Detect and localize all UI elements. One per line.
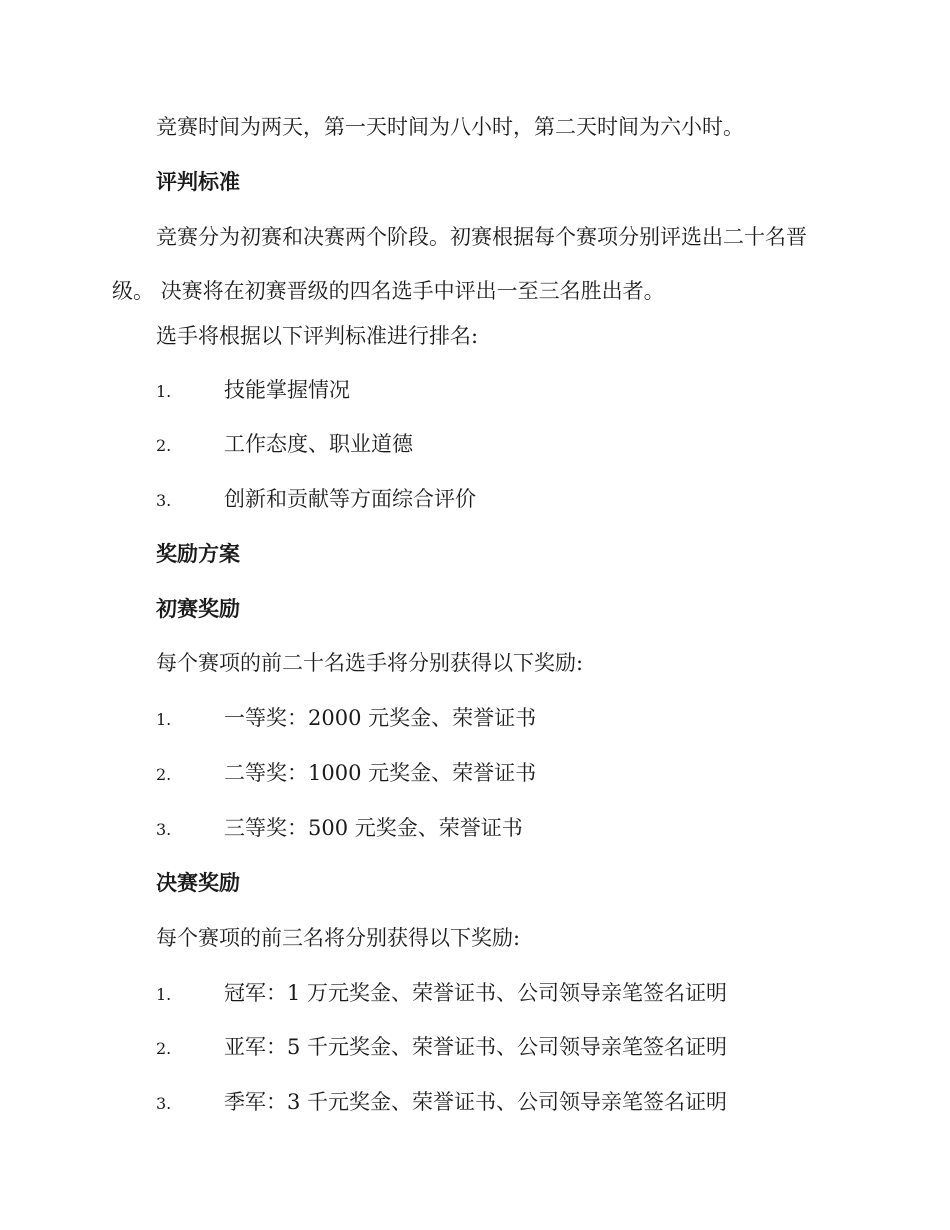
ranking-intro: 选手将根据以下评判标准进行排名:: [156, 324, 479, 348]
list-number: 2.: [156, 1039, 172, 1058]
list-item: [156, 759, 536, 789]
list-item: [156, 1033, 727, 1063]
list-text: 二等奖：1000 元奖金、荣誉证书: [224, 761, 537, 785]
list-text: 技能掌握情况: [224, 378, 350, 402]
list-number: 3.: [156, 820, 172, 839]
list-item: [156, 1088, 727, 1118]
list-text: 冠军：1 万元奖金、荣誉证书、公司领导亲笔签名证明: [224, 981, 728, 1005]
judging-heading: 评判标准: [156, 169, 240, 194]
list-number: 1.: [156, 382, 172, 401]
judging-paragraph: [112, 223, 832, 305]
list-number: 1.: [156, 985, 172, 1004]
preliminary-heading: 初赛奖励: [156, 596, 240, 621]
list-item: [156, 430, 413, 460]
preliminary-intro: 每个赛项的前二十名选手将分别获得以下奖励:: [156, 651, 584, 675]
judging-paragraph-line-2: 级。 决赛将在初赛晋级的四名选手中评出一至三名胜出者。: [112, 279, 665, 303]
final-intro: 每个赛项的前三名将分别获得以下奖励:: [156, 926, 521, 950]
list-number: 3.: [156, 491, 172, 510]
intro-paragraph: 竞赛时间为两天，第一天时间为八小时，第二天时间为六小时。: [156, 115, 744, 139]
list-text: 季军：3 千元奖金、荣誉证书、公司领导亲笔签名证明: [224, 1090, 728, 1114]
list-item: [156, 979, 727, 1009]
final-heading: 决赛奖励: [156, 870, 240, 895]
judging-paragraph-line-1: 竞赛分为初赛和决赛两个阶段。初赛根据每个赛项分别评选出二十名晋: [156, 225, 807, 249]
list-item: [156, 376, 350, 406]
list-text: 一等奖：2000 元奖金、荣誉证书: [224, 706, 537, 730]
list-text: 三等奖：500 元奖金、荣誉证书: [224, 816, 523, 840]
list-text: 工作态度、职业道德: [224, 432, 413, 456]
rewards-heading: 奖励方案: [156, 541, 240, 566]
list-number: 1.: [156, 710, 172, 729]
list-text: 创新和贡献等方面综合评价: [224, 487, 476, 511]
list-item: [156, 485, 476, 515]
list-item: [156, 814, 523, 844]
list-number: 3.: [156, 1094, 172, 1113]
list-number: 2.: [156, 436, 172, 455]
list-text: 亚军：5 千元奖金、荣誉证书、公司领导亲笔签名证明: [224, 1035, 728, 1059]
list-item: [156, 704, 536, 734]
list-number: 2.: [156, 765, 172, 784]
